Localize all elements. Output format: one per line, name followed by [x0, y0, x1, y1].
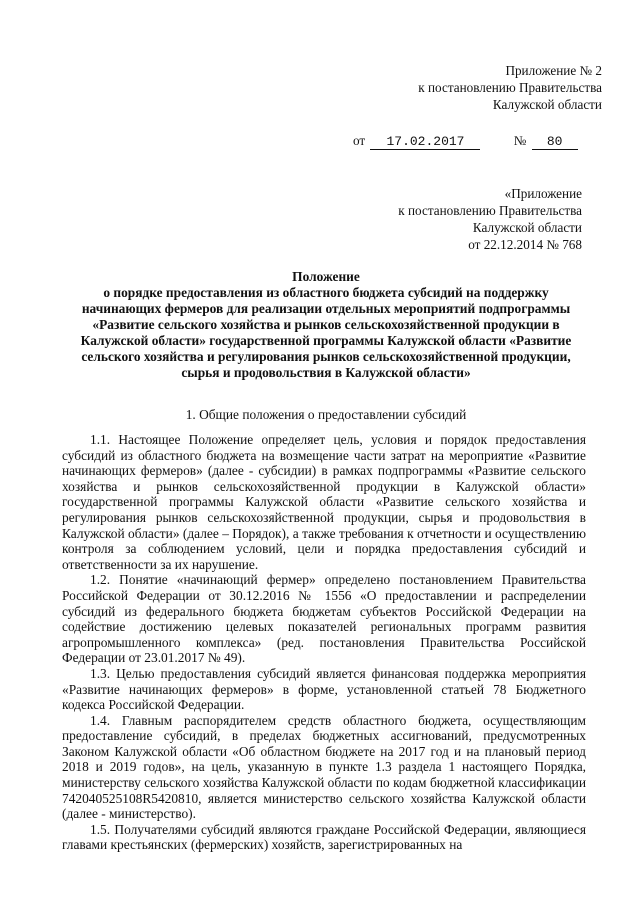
section-body	[62, 432, 586, 853]
original-appendix-region: Калужской области	[472, 220, 582, 235]
appendix-header	[418, 62, 602, 113]
document-title	[70, 269, 582, 381]
appendix-region: Калужской области	[492, 97, 602, 112]
decree-date: 17.02.2017	[370, 134, 480, 150]
appendix-number: Приложение № 2	[505, 63, 602, 78]
original-appendix-title: «Приложение	[504, 186, 582, 201]
paragraph-1-3: 1.3. Целью предоставления субсидий является финансовая поддержка мероприятия «Развитие начинающих фермеров» в форме, установленной статьей 78 Бюджетного кодекса Российской Федерации.	[62, 665, 586, 713]
paragraph-1-4: 1.4. Главным распорядителем средств областного бюджета, осуществляющим предоставление субсидий, в пределах бюджетных ассигнований, предусмотренных Законом Калужской области «Об областном бюджете на 2017 год и на плановый период 2018 и 2019 годов», на цель, указанную в пункте 1.3 раздела 1 настоящего Порядка, министерству сельского хозяйства Калужской области по кодам бюджетной классификации 742040525108R5420810, является министерство сельского хозяйства Калужской области (далее - министерство).	[62, 712, 586, 822]
decree-from-label: от	[353, 133, 366, 148]
paragraph-1-1: 1.1. Настоящее Положение определяет цель, условия и порядок предоставления субсидий из областного бюджета на возмещение части затрат на мероприятие «Развитие начинающих фермеров» (далее - субсидии) в рамках подпрограммы «Развитие сельского хозяйства и рынков сельскохозяйственной продукции в Калужской области» государственной программы Калужской области «Развитие сельского хозяйства и регулирования рынков сельскохозяйственной продукции, сырья и продовольствия в Калужской области» (далее – Порядок), а также требования к отчетности и осуществлению контроля за соблюдением условий, цели и порядка предоставления субсидий и ответственности за их нарушение.	[62, 432, 586, 572]
original-appendix-reference: к постановлению Правительства	[398, 203, 582, 218]
decree-number: 80	[532, 134, 578, 150]
decree-number-label: №	[513, 133, 527, 148]
section-heading: 1. Общие положения о предоставлении субсидий	[185, 407, 467, 422]
original-appendix-header	[398, 185, 582, 253]
title-heading: Положение	[292, 269, 360, 284]
decree-line	[353, 133, 578, 150]
paragraph-1-2: 1.2. Понятие «начинающий фермер» определено постановлением Правительства Российской Федерации от 30.12.2016 № 1556 «О предоставлении и распределении субсидий из федерального бюджета бюджетам субъектов Российской Федерации на содействие достижению целевых показателей региональных программ развития агропромышленного комплекса» (ред. постановления Правительства Российской Федерации от 23.01.2017 № 49).	[62, 572, 586, 666]
appendix-reference: к постановлению Правительства	[418, 80, 602, 95]
title-subtitle: о порядке предоставления из областного бюджета субсидий на поддержку начинающих фермеров для реализации отдельных мероприятий подпрограммы «Развитие сельского хозяйства и рынков сельскохозяйственной продукции в Калужской области» государственной программы Калужской области «Развитие сельского хозяйства и регулирования рынков сельскохозяйственной продукции, сырья и продовольствия в Калужской области»	[80, 285, 572, 380]
original-appendix-date: от 22.12.2014 № 768	[468, 237, 582, 252]
paragraph-1-5: 1.5. Получателями субсидий являются граждане Российской Федерации, являющиеся главами крестьянских (фермерских) хозяйств, зарегистрированных на	[62, 821, 586, 853]
